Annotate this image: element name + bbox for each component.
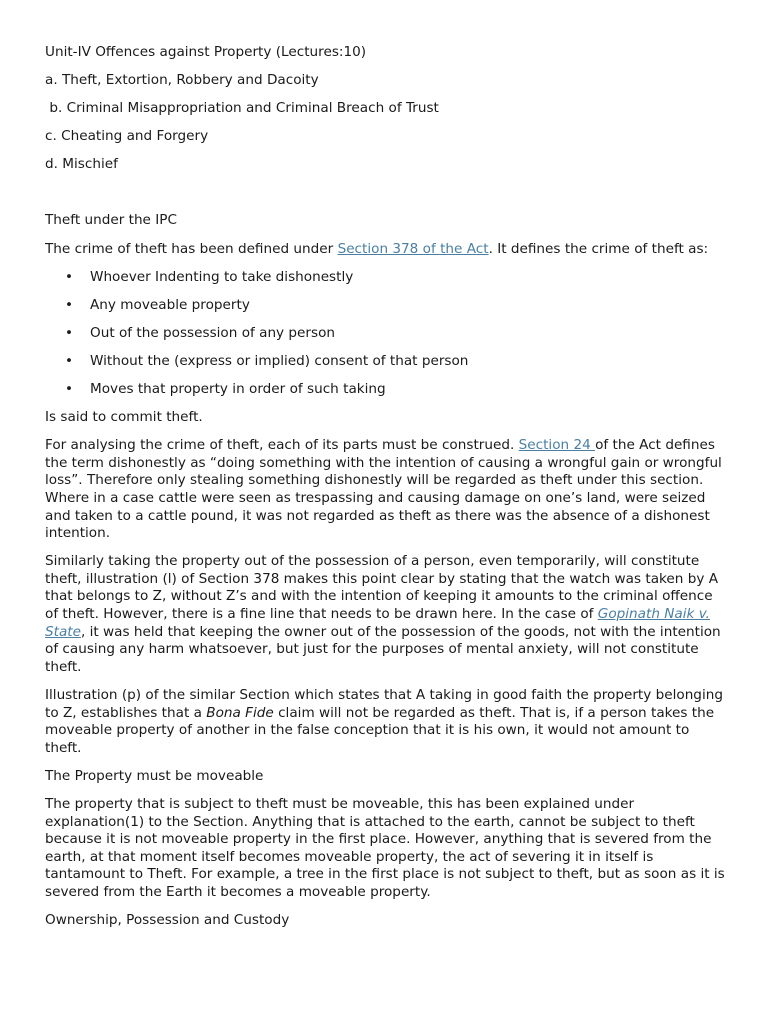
spacer [45, 184, 725, 212]
paragraph-text: Illustration (p) of the similar Section which states that A taking in good faith the property belonging to Z, establishes that a [45, 686, 723, 721]
paragraph-moveable: The property that is subject to theft must be moveable, this has been explained under explanation(1) to the Section. Anything that is attached to the earth, cannot be subject to theft because it is not moveable property in the first place. However, anything that is severed from the earth, at that moment itself becomes moveable property, the act of severing it in itself is tantamount to Theft. For example, a tree in the first place is not subject to theft, but as soon as it is severed from the Earth it becomes a moveable property. [45, 795, 725, 900]
section-378-link[interactable]: Section 378 of the Act [337, 240, 489, 257]
paragraph-text: For analysing the crime of theft, each of its parts must be construed. [45, 437, 519, 454]
paragraph-analysis [45, 437, 725, 543]
topic-item: d. Mischief [45, 156, 118, 173]
theft-conclusion: Is said to commit theft. [45, 409, 203, 426]
unit-title: Unit-IV Offences against Property (Lectures:10) [45, 44, 367, 60]
paragraph-text-end: claim will not be regarded as theft. That is, if a person takes the moveable property of another in the false conception that it is his own, it would not amount to theft. [45, 704, 715, 756]
bona-fide-term: Bona Fide [206, 704, 274, 721]
theft-intro [45, 241, 725, 259]
list-item: • Out of the possession of any person [45, 325, 725, 343]
paragraph-possession [45, 553, 725, 676]
section-heading-theft: Theft under the IPC [45, 212, 177, 229]
list-item: • Whoever Indenting to take dishonestly [45, 269, 725, 287]
section-24-link[interactable]: Section 24 [518, 437, 596, 454]
topic-item: c. Cheating and Forgery [45, 128, 209, 145]
intro-text-end: . It defines the crime of theft as: [488, 240, 709, 257]
section-heading-moveable: The Property must be moveable [45, 767, 264, 784]
list-item: • Moves that property in order of such taking [45, 381, 725, 399]
theft-elements-list [45, 269, 725, 399]
document-page [45, 44, 725, 940]
paragraph-illustration [45, 687, 725, 757]
list-item: • Any moveable property [45, 297, 725, 315]
paragraph-text-end: , it was held that keeping the owner out of the possession of the goods, not with the intention of causing any harm whatsoever, but just for the purposes of mental anxiety, will not constitute theft. [45, 623, 721, 675]
section-heading-ownership: Ownership, Possession and Custody [45, 911, 290, 928]
paragraph-text-end: of the Act defines the term dishonestly as “doing something with the intention of causing a wrongful gain or wrongful loss”. Therefore only stealing something dishonestly will be regarded as theft under this section. Where in a case cattle were seen as trespassing and causing damage on one’s land, were seized and taken to a cattle pound, it was not regarded as theft as there was the absence of a dishonest intention. [45, 437, 722, 542]
topic-item: b. Criminal Misappropriation and Criminal Breach of Trust [45, 100, 439, 117]
intro-text: The crime of theft has been defined under [45, 240, 338, 257]
list-item: • Without the (express or implied) consent of that person [45, 353, 725, 371]
topic-item: a. Theft, Extortion, Robbery and Dacoity [45, 72, 319, 89]
paragraph-text: Similarly taking the property out of the possession of a person, even temporarily, will constitute theft, illustration (l) of Section 378 makes this point clear by stating that the watch was taken by A that belongs to Z, without Z’s and with the intention of keeping it amounts to the criminal offence of theft. However, there is a fine line that needs to be drawn here. In the case of [45, 553, 719, 623]
gopinath-naik-case-link[interactable]: Gopinath Naik v. State [45, 606, 710, 640]
